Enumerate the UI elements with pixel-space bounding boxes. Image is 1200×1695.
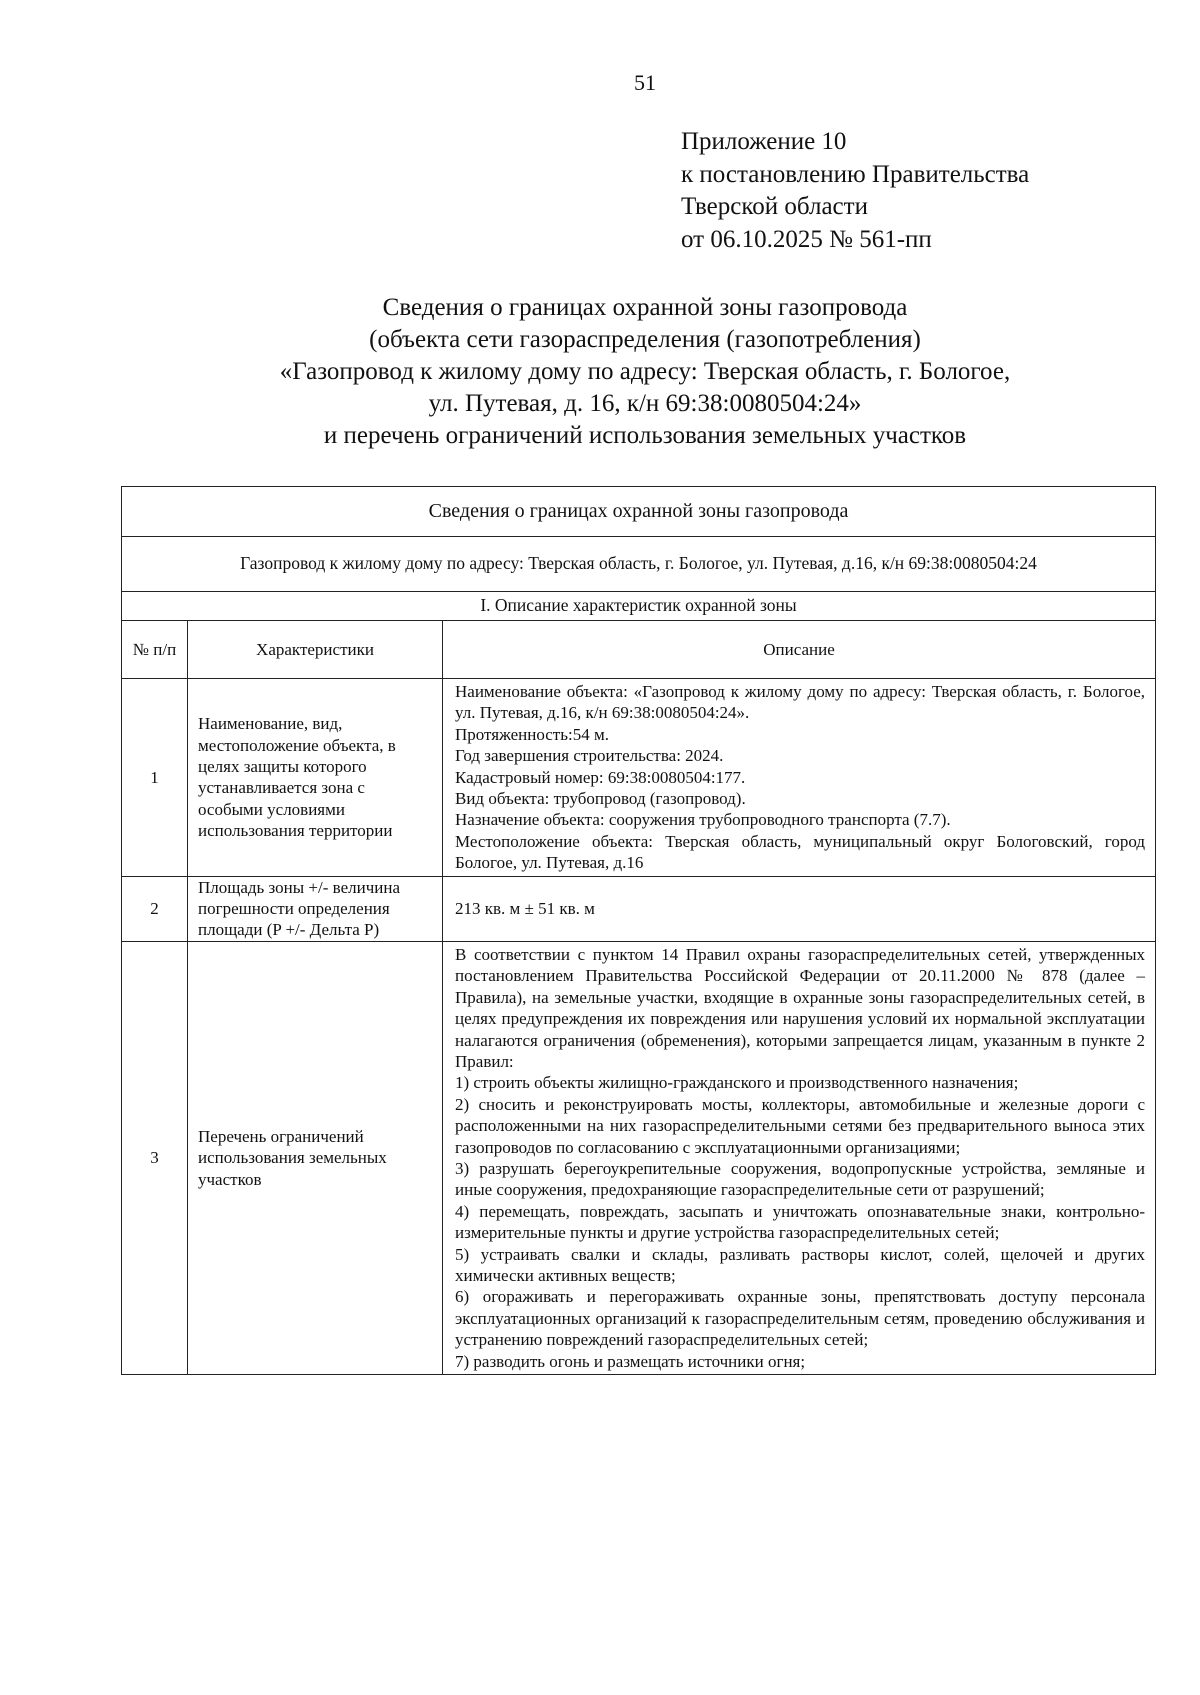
description-line: 2) сносить и реконструировать мосты, коллекторы, автомобильные и железные дороги с расположенными на них газораспределительными сетями без предварительного выноса этих газопроводов по согласованию с эксплуатационными организациями; — [455, 1094, 1146, 1157]
column-header-characteristics: Характеристики — [188, 621, 443, 679]
document-title — [0, 292, 1200, 452]
table-row — [122, 679, 1156, 877]
title-line: ул. Путевая, д. 16, к/н 69:38:0080504:24» — [428, 390, 862, 417]
row-characteristic: Наименование, вид, местоположение объекта, в целях защиты которого устанавливается зона с особыми условиями использования территории — [188, 679, 443, 877]
description-line: Назначение объекта: сооружения трубопроводного транспорта (7.7). — [455, 810, 951, 830]
table-subheader: Газопровод к жилому дому по адресу: Тверская область, г. Бологое, ул. Путевая, д.16, к/н 69:38:0080504:24 — [122, 537, 1156, 592]
appendix-block — [681, 126, 1029, 256]
table-row — [122, 941, 1156, 1374]
row-description — [443, 876, 1156, 941]
row-description — [443, 941, 1156, 1374]
row-characteristic: Перечень ограничений использования земельных участков — [188, 941, 443, 1374]
description-line: 4) перемещать, повреждать, засыпать и уничтожать опознавательные знаки, контрольно-измерительные пункты и другие устройства газораспределительных сетей; — [455, 1201, 1146, 1243]
description-line: Год завершения строительства: 2024. — [455, 746, 724, 766]
column-header-description: Описание — [443, 621, 1156, 679]
table-header: Сведения о границах охранной зоны газопровода — [122, 487, 1156, 537]
description-line: Местоположение объекта: Тверская область, муниципальный округ Бологовский, город Бологое, ул. Путевая, д.16 — [455, 831, 1146, 873]
description-line: Вид объекта: трубопровод (газопровод). — [455, 789, 746, 809]
row-description — [443, 679, 1156, 877]
description-line: 5) устраивать свалки и склады, разливать растворы кислот, солей, щелочей и других химически активных веществ; — [455, 1244, 1146, 1285]
row-number: 1 — [122, 679, 188, 877]
row-number: 2 — [122, 876, 188, 941]
title-line: «Газопровод к жилому дому по адресу: Тверская область, г. Бологое, — [279, 358, 1011, 385]
description-line: 213 кв. м ± 51 кв. м — [455, 899, 595, 919]
title-line: (объекта сети газораспределения (газопотребления) — [369, 326, 921, 353]
protection-zone-table — [121, 486, 1156, 1375]
appendix-line: Тверской области — [681, 193, 868, 220]
description-line: Протяженность:54 м. — [455, 724, 609, 744]
description-line: 3) разрушать берегоукрепительные сооружения, водопропускные устройства, земляные и иные сооружения, предохраняющие газораспределительные сети от разрушений; — [455, 1158, 1146, 1200]
description-line: 6) огораживать и перегораживать охранные зоны, препятствовать доступу персонала эксплуатационных организаций к газораспределительным сетям, проведению обслуживания и устранению повреждений газораспределительных сетей; — [455, 1287, 1146, 1350]
description-line: Наименование объекта: «Газопровод к жилому дому по адресу: Тверская область, г. Бологое, ул. Путевая, д.16, к/н 69:38:0080504:24». — [455, 682, 1146, 723]
description-line: 1) строить объекты жилищно-гражданского и производственного назначения; — [455, 1073, 1019, 1093]
row-number: 3 — [122, 941, 188, 1374]
page-number: 51 — [634, 70, 656, 95]
appendix-line: от 06.10.2025 № 561-пп — [681, 225, 932, 253]
appendix-line: Приложение 10 — [681, 128, 847, 155]
column-header-number: № п/п — [122, 621, 188, 679]
section-heading: I. Описание характеристик охранной зоны — [122, 592, 1156, 621]
appendix-line: к постановлению Правительства — [681, 160, 1030, 188]
table-row — [122, 876, 1156, 941]
row-characteristic: Площадь зоны +/- величина погрешности определения площади (P +/- Дельта P) — [188, 876, 443, 941]
title-line: Сведения о границах охранной зоны газопровода — [382, 294, 908, 321]
title-line: и перечень ограничений использования земельных участков — [323, 422, 967, 449]
description-line: 7) разводить огонь и размещать источники огня; — [455, 1351, 806, 1371]
description-line: Кадастровый номер: 69:38:0080504:177. — [455, 767, 746, 787]
description-line: В соответствии с пунктом 14 Правил охраны газораспределительных сетей, утвержденных постановлением Правительства Российской Федерации от 20.11.2000 № 878 (далее – Правила), на земельные участки, входящие в охранные зоны газораспределительных сетей, в целях предупреждения их повреждения или нарушения условий их нормальной эксплуатации налагаются ограничения (обременения), которыми запрещается лицам, указанным в пункте 2 Правил: — [455, 944, 1146, 1071]
